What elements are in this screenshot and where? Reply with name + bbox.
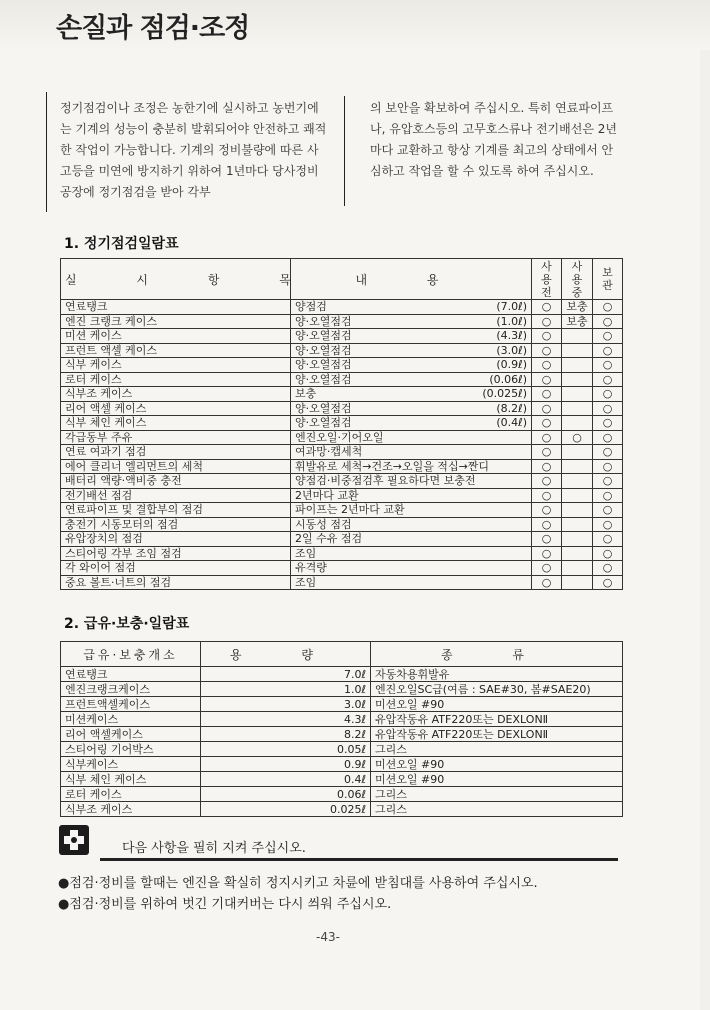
inspection-content: [291, 474, 532, 489]
inspection-row: [61, 488, 623, 503]
inspection-content: [291, 488, 532, 503]
mark-storage: ○: [593, 445, 623, 460]
notice-heading: 다음 사항을 필히 지켜 주십시오.: [122, 841, 306, 856]
content-text: 양·오열점검: [295, 416, 352, 430]
inspection-content: [291, 416, 532, 431]
content-text: 조임: [295, 546, 317, 560]
mark-use-before: ○: [532, 474, 562, 489]
inspection-content: [291, 517, 532, 532]
mark-storage: ○: [593, 459, 623, 474]
inspection-content: [291, 445, 532, 460]
mark-use-before: ○: [532, 416, 562, 431]
inspection-row: [61, 561, 623, 576]
inspection-row: [61, 445, 623, 460]
mark-use-before: ○: [532, 430, 562, 445]
inspection-row: [61, 430, 623, 445]
mark-use-during: [562, 546, 593, 561]
content-amount: (0.06ℓ): [489, 372, 527, 386]
lubrication-kind: 미션오일 #90: [371, 772, 623, 787]
mark-use-before: ○: [532, 517, 562, 532]
lubrication-kind: 그리스: [371, 742, 623, 757]
inspection-item: 식부 체인 케이스: [61, 416, 291, 431]
content-amount: (0.4ℓ): [496, 416, 527, 430]
content-text: 시동성 점검: [295, 517, 352, 531]
mark-use-during: [562, 329, 593, 344]
mark-use-during: [562, 358, 593, 373]
lubrication-capacity: 8.2ℓ: [201, 727, 371, 742]
mark-storage: ○: [593, 517, 623, 532]
inspection-content: [291, 372, 532, 387]
header-kind: 종 류: [371, 642, 623, 667]
lubrication-row: [61, 802, 623, 817]
lubrication-place: 식부조 케이스: [61, 802, 201, 817]
lubrication-kind: 엔진오일SC급(여름 : SAE#30, 봄#SAE20): [371, 682, 623, 697]
mark-use-before: ○: [532, 329, 562, 344]
inspection-row: [61, 329, 623, 344]
lubrication-place: 프런트액셀케이스: [61, 697, 201, 712]
lubrication-place: 스티어링 기어박스: [61, 742, 201, 757]
mark-use-before: ○: [532, 561, 562, 576]
inspection-item: 리어 액셀 케이스: [61, 401, 291, 416]
mark-storage: ○: [593, 314, 623, 329]
header-use-before: 사용전: [532, 259, 562, 300]
inspection-item: 프런트 액셀 케이스: [61, 343, 291, 358]
safety-bullet-2: ●점검·정비를 위하여 벗긴 기대커버는 다시 씌워 주십시오.: [58, 897, 392, 912]
inspection-content: [291, 430, 532, 445]
mark-use-during: ○: [562, 430, 593, 445]
lubrication-kind: 그리스: [371, 787, 623, 802]
lubrication-kind: 그리스: [371, 802, 623, 817]
inspection-row: [61, 503, 623, 518]
content-text: 양·오열점검: [295, 329, 352, 343]
content-text: 양·오열점검: [295, 314, 352, 328]
lubrication-capacity: 3.0ℓ: [201, 697, 371, 712]
inspection-content: [291, 387, 532, 402]
inspection-content: [291, 575, 532, 590]
lubrication-place: 엔진크랭크케이스: [61, 682, 201, 697]
inspection-content: [291, 503, 532, 518]
lubrication-row: [61, 682, 623, 697]
mark-use-before: ○: [532, 546, 562, 561]
inspection-row: [61, 300, 623, 315]
inspection-item: 식부 케이스: [61, 358, 291, 373]
inspection-content: [291, 329, 532, 344]
lubrication-row: [61, 772, 623, 787]
header-content: 내 용: [291, 259, 532, 300]
notice-underline: [100, 858, 618, 861]
inspection-row: [61, 474, 623, 489]
content-text: 휘발유로 세척→건조→오일을 적십→짠디: [295, 459, 490, 473]
mark-storage: ○: [593, 575, 623, 590]
mark-storage: ○: [593, 343, 623, 358]
lubrication-kind: 유압작동유 ATF220또는 DEXLONⅡ: [371, 712, 623, 727]
content-amount: (1.0ℓ): [496, 314, 527, 328]
mark-storage: ○: [593, 300, 623, 315]
inspection-content: [291, 300, 532, 315]
mark-use-during: [562, 503, 593, 518]
content-text: 양·오열점검: [295, 358, 352, 372]
mark-use-during: [562, 387, 593, 402]
content-text: 양점검·비중점검후 필요하다면 보충전: [295, 474, 476, 488]
inspection-item: 로터 케이스: [61, 372, 291, 387]
mark-use-before: ○: [532, 575, 562, 590]
mark-use-before: ○: [532, 532, 562, 547]
mark-storage: ○: [593, 329, 623, 344]
mark-use-before: ○: [532, 445, 562, 460]
mark-storage: ○: [593, 358, 623, 373]
mark-storage: ○: [593, 561, 623, 576]
page-title: 손질과 점검·조정: [56, 13, 250, 44]
lubrication-row: [61, 727, 623, 742]
mark-storage: ○: [593, 474, 623, 489]
lubrication-capacity: 0.06ℓ: [201, 787, 371, 802]
inspection-item: 연료 여과기 점검: [61, 445, 291, 460]
inspection-row: [61, 401, 623, 416]
inspection-item: 식부조 케이스: [61, 387, 291, 402]
mark-storage: ○: [593, 416, 623, 431]
lubrication-row: [61, 697, 623, 712]
inspection-content: [291, 459, 532, 474]
inspection-row: [61, 532, 623, 547]
lubrication-capacity: 1.0ℓ: [201, 682, 371, 697]
lubrication-capacity: 0.025ℓ: [201, 802, 371, 817]
inspection-item: 연료탱크: [61, 300, 291, 315]
mark-use-during: [562, 445, 593, 460]
inspection-item: 배터리 액량·액비중 충전: [61, 474, 291, 489]
inspection-table-header: [61, 259, 623, 300]
mark-use-during: [562, 561, 593, 576]
lubrication-place: 로터 케이스: [61, 787, 201, 802]
inspection-item: 유압장치의 점검: [61, 532, 291, 547]
lubrication-capacity: 0.9ℓ: [201, 757, 371, 772]
caution-hand-icon: [59, 825, 89, 855]
header-capacity: 용 량: [201, 642, 371, 667]
inspection-table: [60, 258, 623, 590]
inspection-item: 연료파이프 및 결합부의 점검: [61, 503, 291, 518]
inspection-row: [61, 575, 623, 590]
intro-text-left: 정기점검이나 조정은 농한기에 실시하고 농번기에는 기계의 성능이 충분히 발휘되어야 안전하고 쾌적한 작업이 가능합니다. 기계의 정비불량에 따른 사고등을 미연에 방지하기 위하여 1년마다 당사정비공장에 정기점검을 받아 각부: [60, 101, 327, 199]
inspection-row: [61, 314, 623, 329]
column-divider: [344, 96, 345, 206]
mark-storage: ○: [593, 372, 623, 387]
mark-use-before: ○: [532, 358, 562, 373]
lubrication-capacity: 7.0ℓ: [201, 667, 371, 682]
mark-use-during: [562, 575, 593, 590]
content-amount: (3.0ℓ): [496, 343, 527, 357]
lubrication-place: 미션케이스: [61, 712, 201, 727]
content-text: 2년마다 교환: [295, 488, 359, 502]
mark-use-before: ○: [532, 343, 562, 358]
mark-storage: ○: [593, 387, 623, 402]
inspection-item: 중요 볼트·너트의 점검: [61, 575, 291, 590]
mark-use-during: [562, 372, 593, 387]
inspection-row: [61, 517, 623, 532]
content-text: 여과망·캡세척: [295, 445, 363, 459]
header-item: 실 시 항 목: [61, 259, 291, 300]
inspection-row: [61, 358, 623, 373]
mark-use-during: [562, 459, 593, 474]
inspection-item: 각급동부 주유: [61, 430, 291, 445]
lubrication-kind: 미션오일 #90: [371, 697, 623, 712]
lubrication-capacity: 0.05ℓ: [201, 742, 371, 757]
mark-use-during: 보충: [562, 300, 593, 315]
lubrication-place: 연료탱크: [61, 667, 201, 682]
mark-storage: ○: [593, 503, 623, 518]
content-text: 2일 수유 점검: [295, 532, 363, 546]
mark-use-during: [562, 401, 593, 416]
lubrication-kind: 자동차용휘발유: [371, 667, 623, 682]
page-number: -43-: [316, 930, 340, 944]
section1-title: 1. 정기점검일람표: [64, 236, 179, 252]
mark-use-before: ○: [532, 372, 562, 387]
mark-storage: ○: [593, 546, 623, 561]
lubrication-place: 식부 체인 케이스: [61, 772, 201, 787]
content-amount: (7.0ℓ): [496, 300, 527, 314]
lubrication-table-header: [61, 642, 623, 667]
content-text: 양점검: [295, 300, 327, 314]
mark-use-before: ○: [532, 459, 562, 474]
inspection-item: 엔진 크랭크 케이스: [61, 314, 291, 329]
mark-storage: ○: [593, 401, 623, 416]
mark-use-before: ○: [532, 488, 562, 503]
content-text: 유격량: [295, 561, 327, 575]
mark-use-before: ○: [532, 387, 562, 402]
header-use-during: 사용중: [562, 259, 593, 300]
header-storage: 보관: [593, 259, 623, 300]
lubrication-row: [61, 787, 623, 802]
mark-use-during: [562, 517, 593, 532]
lubrication-capacity: 0.4ℓ: [201, 772, 371, 787]
intro-text-right: 의 보안을 확보하여 주십시오. 특히 연료파이프나, 유압호스등의 고무호스류나 전기배선은 2년마다 교환하고 항상 기계를 최고의 상태에서 안심하고 작업을 할 수 있도록 하여 주십시오.: [370, 101, 617, 178]
inspection-content: [291, 314, 532, 329]
inspection-content: [291, 561, 532, 576]
lubrication-capacity: 4.3ℓ: [201, 712, 371, 727]
content-amount: (8.2ℓ): [496, 401, 527, 415]
mark-use-during: [562, 488, 593, 503]
inspection-item: 전기배선 점검: [61, 488, 291, 503]
inspection-content: [291, 532, 532, 547]
lubrication-kind: 유압작동유 ATF220또는 DEXLONⅡ: [371, 727, 623, 742]
mark-use-during: [562, 474, 593, 489]
content-text: 엔진오일·기어오일: [295, 430, 384, 444]
inspection-item: 미션 케이스: [61, 329, 291, 344]
content-amount: (4.3ℓ): [496, 329, 527, 343]
content-text: 양·오열점검: [295, 372, 352, 386]
lubrication-row: [61, 712, 623, 727]
inspection-row: [61, 546, 623, 561]
inspection-content: [291, 401, 532, 416]
inspection-row: [61, 416, 623, 431]
lubrication-row: [61, 757, 623, 772]
inspection-content: [291, 546, 532, 561]
inspection-content: [291, 358, 532, 373]
safety-bullet-1: ●점검·정비를 할때는 엔진을 확실히 정지시키고 차륜에 받침대를 사용하여 주십시오.: [58, 876, 538, 891]
mark-use-before: ○: [532, 401, 562, 416]
inspection-item: 충전기 시동모터의 점검: [61, 517, 291, 532]
inspection-item: 에어 클리너 엘리먼트의 세척: [61, 459, 291, 474]
content-text: 보충: [295, 387, 317, 401]
inspection-item: 각 와이어 점검: [61, 561, 291, 576]
lubrication-row: [61, 667, 623, 682]
inspection-content: [291, 343, 532, 358]
lubrication-place: 식부케이스: [61, 757, 201, 772]
lubrication-kind: 미션오일 #90: [371, 757, 623, 772]
inspection-row: [61, 372, 623, 387]
content-text: 파이프는 2년마다 교환: [295, 503, 405, 517]
lubrication-row: [61, 742, 623, 757]
left-margin-line: [46, 92, 47, 212]
mark-use-before: ○: [532, 503, 562, 518]
section2-title: 2. 급유·보충·일람표: [64, 616, 190, 632]
content-text: 조임: [295, 575, 317, 589]
content-text: 양·오열점검: [295, 401, 352, 415]
content-amount: (0.025ℓ): [482, 387, 527, 401]
mark-use-before: ○: [532, 314, 562, 329]
content-text: 양·오열점검: [295, 343, 352, 357]
inspection-row: [61, 459, 623, 474]
mark-use-before: ○: [532, 300, 562, 315]
lubrication-table: [60, 641, 623, 817]
mark-storage: ○: [593, 430, 623, 445]
inspection-item: 스티어링 각부 조임 점검: [61, 546, 291, 561]
mark-use-during: 보충: [562, 314, 593, 329]
header-place: 급유·보충개소: [61, 642, 201, 667]
inspection-row: [61, 387, 623, 402]
content-amount: (0.9ℓ): [496, 358, 527, 372]
mark-storage: ○: [593, 488, 623, 503]
mark-use-during: [562, 532, 593, 547]
mark-use-during: [562, 416, 593, 431]
inspection-row: [61, 343, 623, 358]
lubrication-place: 리어 액셀케이스: [61, 727, 201, 742]
mark-use-during: [562, 343, 593, 358]
mark-storage: ○: [593, 532, 623, 547]
